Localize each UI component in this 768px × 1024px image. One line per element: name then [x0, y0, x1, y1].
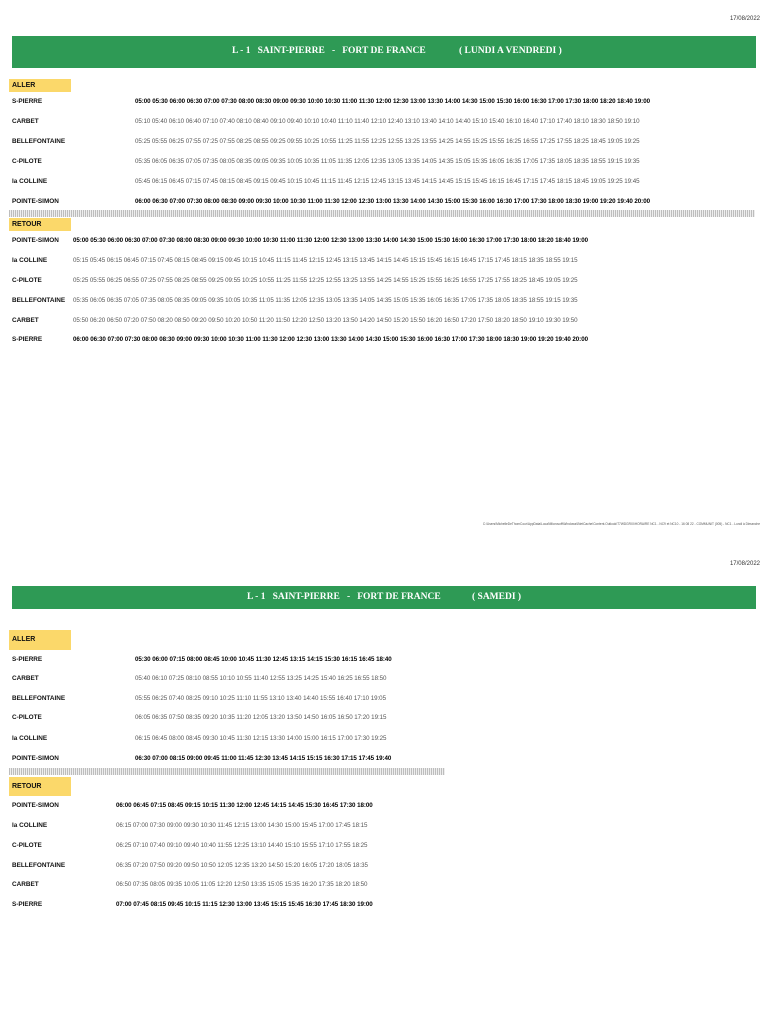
- table-row: [0, 237, 768, 249]
- aller-section-label: ALLER: [9, 79, 71, 92]
- section-divider: [9, 768, 445, 775]
- stop-name: BELLEFONTAINE: [12, 138, 66, 145]
- stop-name: la COLLINE: [12, 178, 48, 185]
- stop-name: C-PILOTE: [12, 714, 42, 721]
- line-title: L - 1 SAINT-PIERRE - FORT DE FRANCE: [247, 592, 441, 602]
- stop-name: S-PIERRE: [12, 98, 43, 105]
- departure-times: 05:25 05:55 06:25 07:55 07:25 07:55 08:25 08:55 09:25 09:55 10:25 10:55 11:25 11:55 12:25 12:55 13:25 13:55 14:25 14:55 15:25 15:55 16:25 16:55 17:25 17:55 18:25 18:45 19:05 19:25: [135, 138, 640, 145]
- table-row: [0, 118, 768, 130]
- retour-section-label: RETOUR: [9, 218, 71, 231]
- stop-name: BELLEFONTAINE: [12, 297, 66, 304]
- table-row: [0, 862, 768, 874]
- schedule-page-saturday: [0, 555, 768, 1024]
- table-row: [0, 802, 768, 814]
- table-row: [0, 257, 768, 269]
- title-banner: [12, 586, 756, 609]
- stop-name: la COLLINE: [12, 822, 48, 829]
- table-row: [0, 277, 768, 289]
- stop-name: CARBET: [12, 675, 39, 682]
- table-row: [0, 755, 768, 767]
- stop-name: C-PILOTE: [12, 277, 42, 284]
- stop-name: S-PIERRE: [12, 336, 43, 343]
- stop-name: C-PILOTE: [12, 842, 42, 849]
- file-path-footer: C:\Users\MichelleDeThomCour\AppData\Local\Microsoft\Windows\INetCache\Content.Outlook\T7WDGRXI\HORAIRE NC1 - NC9 et NC10 - 16 08 22 - COMMUNIT (005) - NC1 - Lundi à Dimanche: [482, 522, 760, 526]
- departure-times: 06:00 06:30 07:00 07:30 08:00 08:30 09:00 09:30 10:00 10:30 11:00 11:30 12:00 12:30 13:00 13:30 14:00 14:30 15:00 15:30 16:00 16:30 17:00 17:30 18:00 18:30 19:00 19:20 19:40 20:00: [135, 198, 650, 205]
- table-row: [0, 714, 768, 726]
- departure-times: 06:15 07:00 07:30 09:00 09:30 10:30 11:45 12:15 13:00 14:30 15:00 15:45 17:00 17:45 18:15: [116, 822, 368, 829]
- departure-times: 06:50 07:35 08:05 09:35 10:05 11:05 12:20 12:50 13:35 15:05 15:35 16:20 17:35 18:20 18:50: [116, 881, 368, 888]
- stop-name: BELLEFONTAINE: [12, 862, 66, 869]
- departure-times: 06:00 06:45 07:15 08:45 09:15 10:15 11:30 12:00 12:45 14:15 14:45 15:30 16:45 17:30 18:00: [116, 802, 373, 809]
- table-row: [0, 901, 768, 913]
- stop-name: S-PIERRE: [12, 901, 43, 908]
- day-range-subtitle: ( LUNDI A VENDREDI ): [459, 46, 562, 56]
- departure-times: 05:00 05:30 06:00 06:30 07:00 07:30 08:00 08:30 09:00 09:30 10:00 10:30 11:00 11:30 12:00 12:30 13:00 13:30 14:00 14:30 15:00 15:30 16:00 16:30 17:00 17:30 18:00 18:20 18:40 19:00: [73, 237, 588, 244]
- stop-name: POINTE-SIMON: [12, 802, 59, 809]
- stop-name: la COLLINE: [12, 735, 48, 742]
- departure-times: 05:35 06:05 06:35 07:05 07:35 08:05 08:35 09:05 09:35 10:05 10:35 11:05 11:35 12:05 12:35 13:05 13:35 14:05 14:35 15:05 15:35 16:05 16:35 17:05 17:35 18:05 18:35 18:55 19:15 19:35: [135, 158, 640, 165]
- table-row: [0, 98, 768, 110]
- departure-times: 05:10 05:40 06:10 06:40 07:10 07:40 08:10 08:40 09:10 09:40 10:10 10:40 11:10 11:40 12:10 12:40 13:10 13:40 14:10 14:40 15:10 15:40 16:10 16:40 17:10 17:40 18:10 18:30 18:50 19:10: [135, 118, 640, 125]
- departure-times: 05:50 06:20 06:50 07:20 07:50 08:20 08:50 09:20 09:50 10:20 10:50 11:20 11:50 12:20 12:50 13:20 13:50 14:20 14:50 15:20 15:50 16:20 16:50 17:20 17:50 18:20 18:50 19:10 19:30 19:50: [73, 317, 578, 324]
- table-row: [0, 317, 768, 329]
- departure-times: 07:00 07:45 08:15 09:45 10:15 11:15 12:30 13:00 13:45 15:15 15:45 16:30 17:45 18:30 19:00: [116, 901, 373, 908]
- aller-section-label: ALLER: [9, 630, 71, 650]
- table-row: [0, 656, 768, 668]
- table-row: [0, 842, 768, 854]
- document-date: 17/08/2022: [729, 16, 760, 22]
- stop-name: POINTE-SIMON: [12, 755, 59, 762]
- day-subtitle: ( SAMEDI ): [472, 592, 522, 602]
- document-date: 17/08/2022: [729, 561, 760, 567]
- departure-times: 05:25 05:55 06:25 06:55 07:25 07:55 08:25 08:55 09:25 09:55 10:25 10:55 11:25 11:55 12:25 12:55 13:25 13:55 14:25 14:55 15:25 15:55 16:25 16:55 17:25 17:55 18:25 18:45 19:05 19:25: [73, 277, 578, 284]
- departure-times: 05:00 05:30 06:00 06:30 07:00 07:30 08:00 08:30 09:00 09:30 10:00 10:30 11:00 11:30 12:00 12:30 13:00 13:30 14:00 14:30 15:00 15:30 16:00 16:30 17:00 17:30 18:00 18:20 18:40 19:00: [135, 98, 650, 105]
- table-row: [0, 735, 768, 747]
- table-row: [0, 675, 768, 687]
- table-row: [0, 336, 768, 348]
- departure-times: 06:15 06:45 08:00 08:45 09:30 10:45 11:30 12:15 13:30 14:00 15:00 16:15 17:00 17:30 19:25: [135, 735, 387, 742]
- departure-times: 05:55 06:25 07:40 08:25 09:10 10:25 11:10 11:55 13:10 13:40 14:40 15:55 16:40 17:10 19:05: [135, 695, 386, 702]
- table-row: [0, 881, 768, 893]
- stop-name: CARBET: [12, 881, 39, 888]
- table-row: [0, 158, 768, 170]
- retour-section-label: RETOUR: [9, 777, 71, 796]
- table-row: [0, 138, 768, 150]
- table-row: [0, 695, 768, 707]
- stop-name: S-PIERRE: [12, 656, 43, 663]
- departure-times: 06:30 07:00 08:15 09:00 09:45 11:00 11:45 12:30 13:45 14:15 15:15 16:30 17:15 17:45 19:40: [135, 755, 392, 762]
- title-banner: [12, 36, 756, 68]
- table-row: [0, 178, 768, 190]
- stop-name: C-PILOTE: [12, 158, 42, 165]
- table-row: [0, 198, 768, 210]
- departure-times: 05:45 06:15 06:45 07:15 07:45 08:15 08:45 09:15 09:45 10:15 10:45 11:15 11:45 12:15 12:45 13:15 13:45 14:15 14:45 15:15 15:45 16:15 16:45 17:15 17:45 18:15 18:45 19:05 19:25 19:45: [135, 178, 640, 185]
- departure-times: 05:35 06:05 06:35 07:05 07:35 08:05 08:35 09:05 09:35 10:05 10:35 11:05 11:35 12:05 12:35 13:05 13:35 14:05 14:35 15:05 15:35 16:05 16:35 17:05 17:35 18:05 18:35 18:55 19:15 19:35: [73, 297, 578, 304]
- section-divider: [9, 210, 755, 217]
- departure-times: 06:25 07:10 07:40 09:10 09:40 10:40 11:55 12:25 13:10 14:40 15:10 15:55 17:10 17:55 18:25: [116, 842, 368, 849]
- departure-times: 06:00 06:30 07:00 07:30 08:00 08:30 09:00 09:30 10:00 10:30 11:00 11:30 12:00 12:30 13:00 13:30 14:00 14:30 15:00 15:30 16:00 16:30 17:00 17:30 18:00 18:30 19:00 19:20 19:40 20:00: [73, 336, 588, 343]
- departure-times: 06:35 07:20 07:50 09:20 09:50 10:50 12:05 12:35 13:20 14:50 15:20 16:05 17:20 18:05 18:35: [116, 862, 368, 869]
- stop-name: CARBET: [12, 118, 39, 125]
- departure-times: 06:05 06:35 07:50 08:35 09:20 10:35 11:20 12:05 13:20 13:50 14:50 16:05 16:50 17:20 19:15: [135, 714, 387, 721]
- stop-name: la COLLINE: [12, 257, 48, 264]
- departure-times: 05:15 05:45 06:15 06:45 07:15 07:45 08:15 08:45 09:15 09:45 10:15 10:45 11:15 11:45 12:15 12:45 13:15 13:45 14:15 14:45 15:15 15:45 16:15 16:45 17:15 17:45 18:15 18:35 18:55 19:15: [73, 257, 578, 264]
- departure-times: 05:30 06:00 07:15 08:00 08:45 10:00 10:45 11:30 12:45 13:15 14:15 15:30 16:15 16:45 18:40: [135, 656, 392, 663]
- line-title: L - 1 SAINT-PIERRE - FORT DE FRANCE: [232, 46, 426, 56]
- stop-name: POINTE-SIMON: [12, 237, 59, 244]
- stop-name: CARBET: [12, 317, 39, 324]
- stop-name: BELLEFONTAINE: [12, 695, 66, 702]
- stop-name: POINTE-SIMON: [12, 198, 59, 205]
- table-row: [0, 822, 768, 834]
- table-row: [0, 297, 768, 309]
- departure-times: 05:40 06:10 07:25 08:10 08:55 10:10 10:55 11:40 12:55 13:25 14:25 15:40 16:25 16:55 18:50: [135, 675, 387, 682]
